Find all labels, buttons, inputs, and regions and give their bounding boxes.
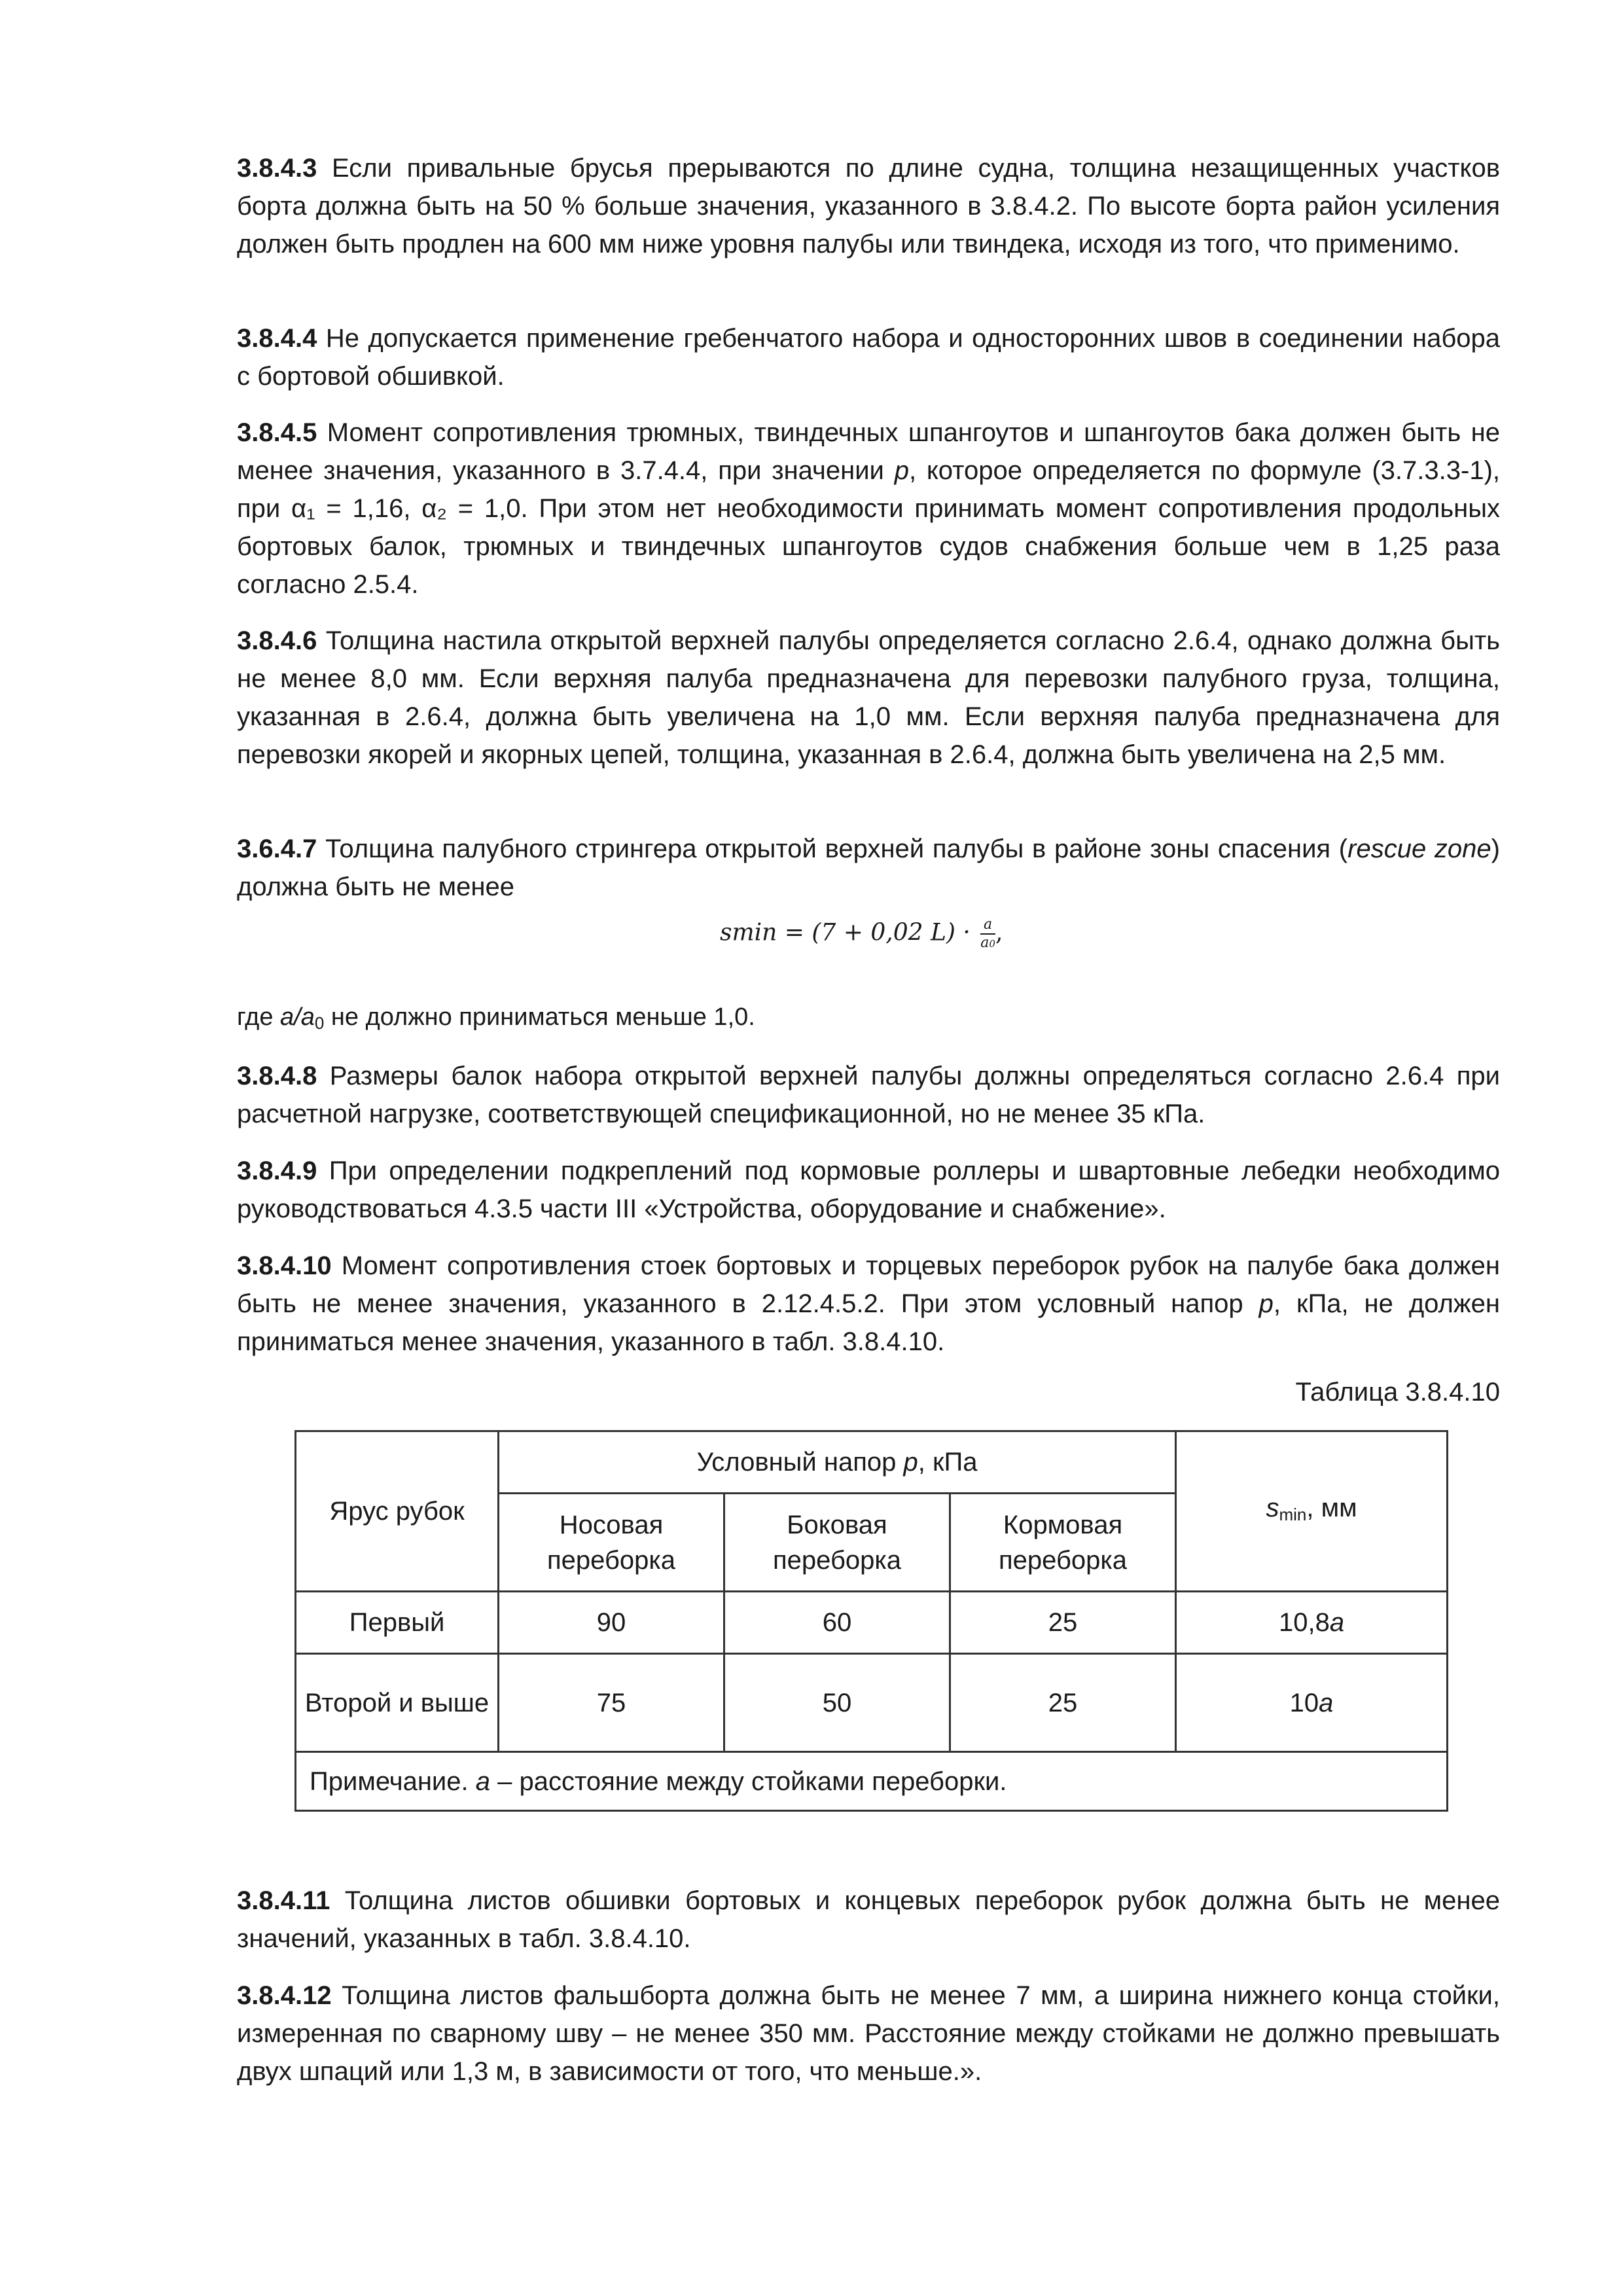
paragraph-number: 3.8.4.8 [237, 1062, 317, 1090]
table-note [296, 1752, 1448, 1811]
formula-note [237, 998, 1500, 1042]
formula-smin [720, 916, 1178, 969]
paragraph-text: Толщина листов фальшборта должна быть не менее 7 мм, а ширина нижнего конца стойки, измеренная по сварному шву – не менее 350 мм. Расстояние между стойками не должно превышать двух шпаций или 1,3 м, в зависимости от того, что меньше.». [237, 1981, 1500, 2086]
paragraph-3-8-4-6 [237, 622, 1500, 774]
paragraph-text: Момент сопротивления трюмных, твиндечных шпангоутов и шпангоутов бака должен быть не менее значения, указанного в 3.7.4.4, при значении [237, 418, 1500, 485]
denominator-subscript: 0 [989, 938, 995, 950]
paragraph-number: 3.8.4.11 [237, 1886, 330, 1915]
cell-stern: 25 [950, 1592, 1176, 1654]
table-row [296, 1592, 1448, 1654]
paragraph-number: 3.8.4.10 [237, 1251, 332, 1280]
paragraph-text-cont: , которое определяется по формуле (3.7.3.3-1), при α₁ = 1,16, α₂ = 1,0. При этом нет необходимости принимать момент сопротивления продольных бортовых балок, трюмных и твиндечных шпангоутов судов снабжения больше чем в 1,25 раза согласно 2.5.4. [237, 456, 1501, 599]
paragraph-3-8-4-9 [237, 1152, 1500, 1228]
header-pressure-var: p [903, 1448, 918, 1477]
smin-var: a [1319, 1688, 1334, 1717]
rescue-zone-term: rescue zone [1347, 834, 1491, 863]
header-pressure-text: Условный напор [696, 1448, 904, 1477]
note-prefix: где [237, 1003, 281, 1031]
variable-p: p [1258, 1289, 1274, 1318]
table-row [296, 1654, 1448, 1752]
paragraph-3-8-4-10 [237, 1247, 1500, 1361]
paragraph-3-8-4-11 [237, 1882, 1500, 1958]
paragraph-number: 3.8.4.5 [237, 418, 317, 447]
header-smin-var: s [1266, 1494, 1279, 1522]
paragraph-text: Толщина листов обшивки бортовых и концевых переборок рубок должна быть не менее значений, указанных в табл. 3.8.4.10. [237, 1886, 1500, 1953]
smin-var: a [1329, 1608, 1345, 1637]
formula-body: (7 + 0,02 L) · [812, 919, 971, 946]
paragraph-3-8-4-8 [237, 1057, 1500, 1133]
paragraph-3-8-4-12 [237, 1977, 1500, 2090]
cell-nose: 75 [499, 1654, 724, 1752]
paragraph-text: При определении подкреплений под кормовые роллеры и швартовные лебедки необходимо руководствоваться 4.3.5 части III «Устройства, оборудование и снабжение». [237, 1157, 1500, 1223]
formula-fraction [980, 916, 995, 952]
paragraph-text: Момент сопротивления стоек бортовых и торцевых переборок рубок на палубе бака должен быть не менее значения, указанного в 2.12.4.5.2. При этом условный напор [237, 1251, 1500, 1318]
note-var: a/a [280, 1003, 315, 1031]
paragraph-number: 3.8.4.4 [237, 324, 317, 353]
header-smin-unit: , мм [1306, 1494, 1357, 1522]
header-tier: Ярус рубок [296, 1431, 499, 1592]
fraction-numerator: a [980, 916, 995, 935]
cell-smin [1176, 1592, 1448, 1654]
paragraph-text: Толщина палубного стрингера открытой верхней палубы в районе зоны спасения ( [325, 834, 1348, 863]
paragraph-text: Не допускается применение гребенчатого набора и односторонних швов в соединении набора с бортовой обшивкой. [237, 324, 1500, 391]
header-smin-subscript: min [1279, 1505, 1307, 1524]
table-header-row [296, 1431, 1448, 1494]
header-smin [1176, 1431, 1448, 1592]
formula-lhs: smin [720, 919, 777, 946]
variable-p: p [894, 456, 909, 485]
denominator-var: a [980, 935, 990, 951]
smin-number: 10 [1289, 1688, 1319, 1717]
table-3-8-4-10 [294, 1430, 1448, 1812]
note-suffix: не должно приниматься меньше 1,0. [324, 1003, 755, 1031]
subheader-stern: Кормовая переборка [950, 1494, 1176, 1592]
subheader-nose: Носовая переборка [499, 1494, 724, 1592]
paragraph-3-8-4-3 [237, 149, 1500, 263]
cell-tier: Первый [296, 1592, 499, 1654]
paragraph-3-8-4-5 [237, 414, 1500, 603]
header-pressure-unit: , кПа [918, 1448, 978, 1477]
paragraph-number: 3.6.4.7 [237, 834, 317, 863]
paragraph-3-6-4-7 [237, 830, 1500, 906]
smin-number: 10,8 [1278, 1608, 1330, 1637]
subheader-side: Боковая переборка [724, 1494, 950, 1592]
cell-stern: 25 [950, 1654, 1176, 1752]
table-caption: Таблица 3.8.4.10 [1295, 1378, 1500, 1407]
note-var: a [475, 1767, 490, 1796]
paragraph-number: 3.8.4.9 [237, 1157, 317, 1185]
note-subscript: 0 [314, 1013, 325, 1033]
paragraph-3-8-4-4 [237, 319, 1500, 395]
cell-smin [1176, 1654, 1448, 1752]
header-pressure [499, 1431, 1176, 1494]
table-note-row [296, 1752, 1448, 1811]
paragraph-text-cont: ) должна быть не менее [237, 834, 1500, 901]
fraction-denominator [980, 935, 995, 952]
paragraph-number: 3.8.4.6 [237, 626, 317, 655]
cell-side: 50 [724, 1654, 950, 1752]
paragraph-text-cont: , кПа, не должен приниматься менее значения, указанного в табл. 3.8.4.10. [237, 1289, 1500, 1356]
cell-nose: 90 [499, 1592, 724, 1654]
note-prefix: Примечание. [310, 1767, 476, 1796]
paragraph-text: Толщина настила открытой верхней палубы определяется согласно 2.6.4, однако должна быть не менее 8,0 мм. Если верхняя палуба предназначена для перевозки палубного груза, толщина, указанная в 2.6.4, должна быть увеличена на 1,0 мм. Если верхняя палуба предназначена для перевозки якорей и якорных цепей, толщина, указанная в 2.6.4, должна быть увеличена на 2,5 мм. [237, 626, 1500, 769]
formula-equals: = [784, 919, 804, 946]
paragraph-number: 3.8.4.3 [237, 154, 317, 183]
formula-tail: , [995, 919, 1003, 946]
paragraph-number: 3.8.4.12 [237, 1981, 332, 2010]
paragraph-text: Размеры балок набора открытой верхней палубы должны определяться согласно 2.6.4 при расчетной нагрузке, соответствующей спецификационной, но не менее 35 кПа. [237, 1062, 1500, 1128]
cell-side: 60 [724, 1592, 950, 1654]
paragraph-text: Если привальные брусья прерываются по длине судна, толщина незащищенных участков борта должна быть на 50 % больше значения, указанного в 3.8.4.2. По высоте борта район усиления должен быть продлен на 600 мм ниже уровня палубы или твиндека, исходя из того, что применимо. [237, 154, 1501, 259]
cell-tier: Второй и выше [296, 1654, 499, 1752]
note-text: – расстояние между стойками переборки. [490, 1767, 1007, 1796]
